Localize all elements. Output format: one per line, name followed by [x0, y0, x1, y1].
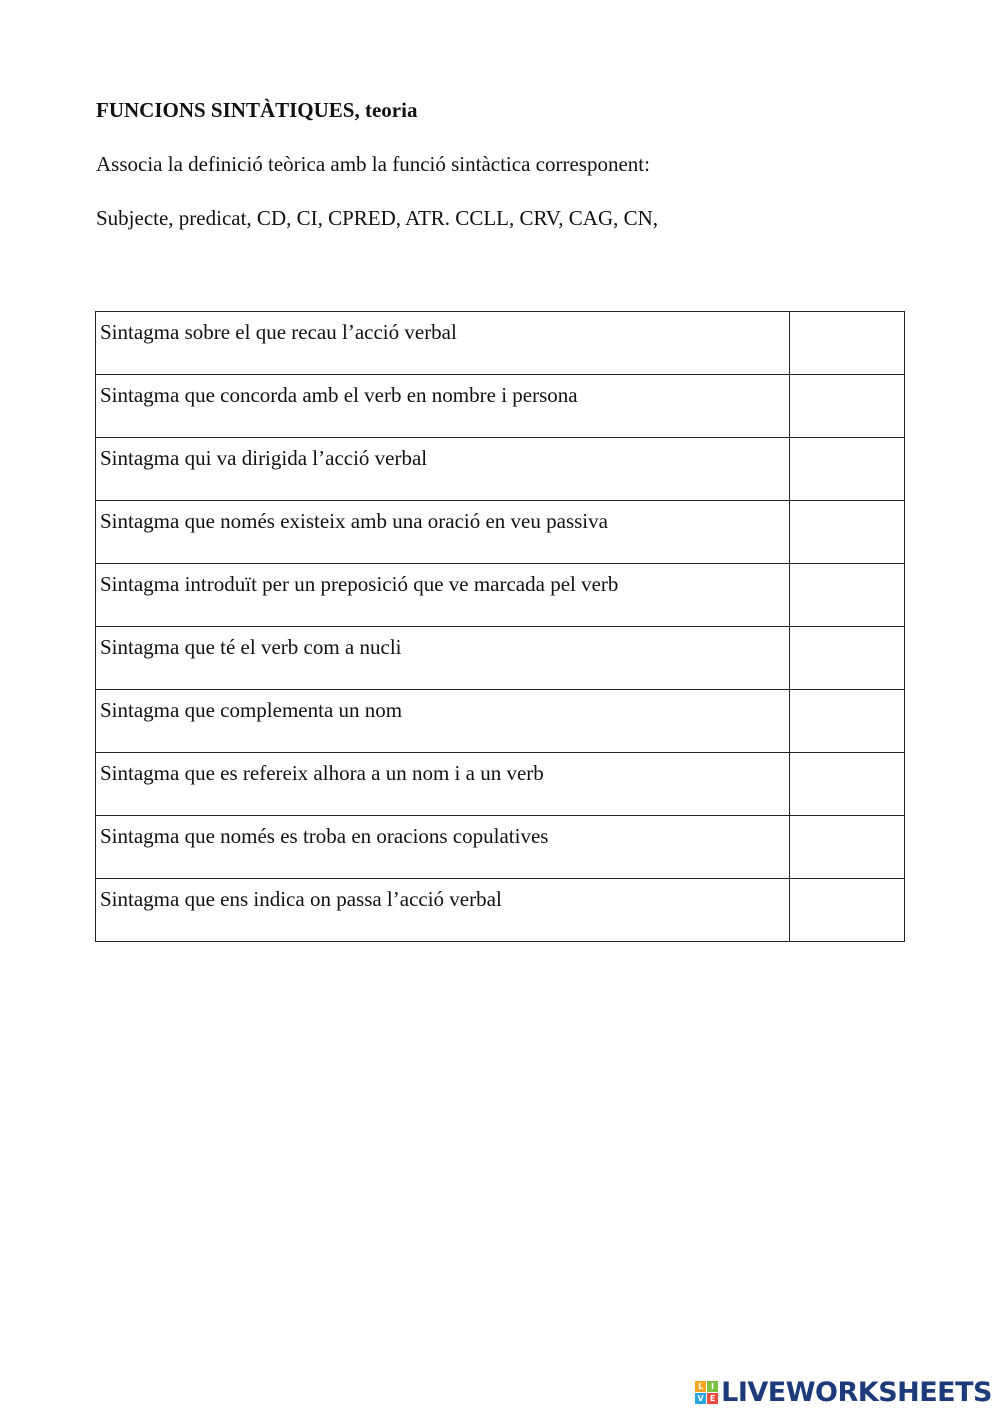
answer-input[interactable] [790, 501, 904, 563]
page-title: FUNCIONS SINTÀTIQUES, teoria [96, 98, 418, 122]
liveworksheets-logo-icon [695, 1381, 718, 1404]
definition-text: Sintagma que ens indica on passa l’acció verbal [96, 879, 790, 942]
answer-cell[interactable] [790, 375, 905, 438]
definitions-table [95, 311, 905, 942]
definition-text: Sintagma que complementa un nom [96, 690, 790, 753]
table-row [96, 438, 905, 501]
liveworksheets-logo [695, 1377, 992, 1407]
table-row [96, 501, 905, 564]
answer-cell[interactable] [790, 879, 905, 942]
function-options-list: Subjecte, predicat, CD, CI, CPRED, ATR. CCLL, CRV, CAG, CN, [96, 206, 659, 230]
answer-input[interactable] [790, 564, 904, 626]
answer-input[interactable] [790, 879, 904, 941]
logo-letter-tile: L [695, 1381, 706, 1392]
answer-cell[interactable] [790, 816, 905, 879]
answer-input[interactable] [790, 438, 904, 500]
answer-input[interactable] [790, 627, 904, 689]
definition-text: Sintagma que té el verb com a nucli [96, 627, 790, 690]
table-row [96, 312, 905, 375]
definition-text: Sintagma que es refereix alhora a un nom i a un verb [96, 753, 790, 816]
answer-cell[interactable] [790, 690, 905, 753]
answer-cell[interactable] [790, 438, 905, 501]
table-row [96, 375, 905, 438]
instruction-text: Associa la definició teòrica amb la funció sintàctica corresponent: [96, 152, 650, 176]
table-row [96, 690, 905, 753]
table-row [96, 879, 905, 942]
logo-letter-tile: V [695, 1393, 706, 1404]
table-row [96, 627, 905, 690]
definition-text: Sintagma sobre el que recau l’acció verbal [96, 312, 790, 375]
answer-cell[interactable] [790, 753, 905, 816]
answer-cell[interactable] [790, 564, 905, 627]
answer-input[interactable] [790, 690, 904, 752]
answer-input[interactable] [790, 375, 904, 437]
logo-letter-tile: E [707, 1393, 718, 1404]
definition-text: Sintagma introduït per un preposició que ve marcada pel verb [96, 564, 790, 627]
answer-cell[interactable] [790, 312, 905, 375]
answer-cell[interactable] [790, 501, 905, 564]
definition-text: Sintagma qui va dirigida l’acció verbal [96, 438, 790, 501]
definition-text: Sintagma que només existeix amb una oració en veu passiva [96, 501, 790, 564]
answer-cell[interactable] [790, 627, 905, 690]
answer-input[interactable] [790, 816, 904, 878]
answer-input[interactable] [790, 753, 904, 815]
table-row [96, 564, 905, 627]
definition-text: Sintagma que només es troba en oracions copulatives [96, 816, 790, 879]
liveworksheets-logo-text: LIVEWORKSHEETS [721, 1376, 992, 1408]
logo-letter-tile: I [707, 1381, 718, 1392]
table-row [96, 816, 905, 879]
definition-text: Sintagma que concorda amb el verb en nombre i persona [96, 375, 790, 438]
table-row [96, 753, 905, 816]
answer-input[interactable] [790, 312, 904, 374]
